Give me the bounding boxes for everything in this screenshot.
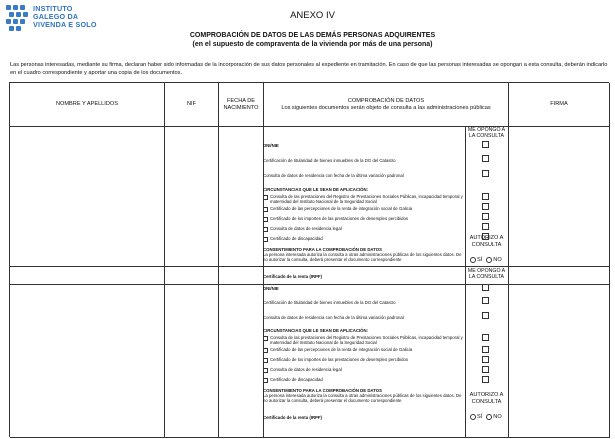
doc-dni-1: DNI/NIE [263, 143, 279, 148]
col-header-birth: FECHA DE NACIMIENTO [219, 83, 264, 127]
col-header-check: COMPROBACIÓN DE DATOS Los siguientes documentos serán objeto de consulta a las administraciones públicas [264, 83, 509, 127]
oppose-checkbox-disability-2[interactable] [482, 376, 489, 383]
doc-risga-1: Certificado de las percepciones de la renta de integración social de Galicia [263, 206, 463, 212]
oppose-checkbox-padron-2[interactable] [482, 312, 489, 319]
oppose-checkbox-catastro-1[interactable] [482, 155, 489, 162]
oppose-checkbox-legal-2[interactable] [482, 366, 489, 373]
oppose-checkbox-dni-2[interactable] [482, 284, 489, 291]
doc-legal-residence-2: Consulta de datos de residencia legal [263, 367, 463, 373]
doc-unemployment-2: Certificado de los importes de las prestaciones de desempleo percibidos [263, 357, 463, 363]
authorize-label-1: AUTORIZO A CONSULTA [469, 235, 504, 248]
doc-dni-2: DNI/NIE [263, 286, 279, 291]
row1-nif-cell[interactable] [165, 127, 219, 267]
risga-checkbox[interactable] [263, 207, 268, 212]
annex-label: ANEXO IV [290, 10, 335, 21]
row2-sign-cell[interactable] [509, 285, 610, 438]
benefits-checkbox[interactable] [263, 195, 268, 200]
oppose-checkbox-padron-1[interactable] [482, 170, 489, 177]
doc-catastro-1: Certificación de titularidad de bienes inmuebles de la DG del Catastro [263, 158, 396, 163]
authorize-radio-group-1: SÍ NO [470, 257, 510, 263]
doc-disability-1: Certificado de discapacidad [263, 236, 463, 242]
benefits-checkbox-2[interactable] [263, 336, 268, 341]
doc-benefits-1: Consulta de las prestaciones del Registro de Prestaciones Sociales Públicas, incapacidad temporal y maternidad del Instituto Nacional de la Seguridad Social [263, 194, 463, 204]
unemployment-checkbox[interactable] [263, 217, 268, 222]
circumstances-title-1: CIRCUNSTANCIAS QUE LE SEAN DE APLICACIÓN: [263, 187, 369, 192]
radio-no-2[interactable] [486, 414, 492, 420]
radio-no-1[interactable] [486, 257, 492, 263]
document-title: COMPROBACIÓN DE DATOS DE LAS DEMÁS PERSONAS ADQUIRENTES (en el supuesto de compraventa de la vivienda por más de una persona) [189, 32, 436, 48]
doc-unemployment-1: Certificado de los importes de las prestaciones de desempleo percibidos [263, 216, 463, 222]
disability-checkbox[interactable] [263, 237, 268, 242]
oppose-checkbox-benefits-2[interactable] [482, 334, 489, 341]
row1b-sign-cell[interactable] [509, 267, 610, 285]
row2-nif-cell[interactable] [165, 285, 219, 438]
risga-checkbox-2[interactable] [263, 348, 268, 353]
row1-sign-cell[interactable] [509, 127, 610, 267]
row1-birth-cell[interactable] [219, 127, 264, 267]
oppose-checkbox-legal-1[interactable] [482, 223, 489, 230]
oppose-checkbox-unemployment-2[interactable] [482, 356, 489, 363]
authorize-label-2: AUTORIZO A CONSULTA [469, 392, 504, 405]
row2-birth-cell[interactable] [219, 285, 264, 438]
col-header-nif: NIF [165, 83, 219, 127]
consent-title-1: CONSENTIMIENTO PARA LA COMPROBACIÓN DE DATOS [263, 247, 382, 252]
row1b-nif-cell[interactable] [165, 267, 219, 285]
radio-yes-1[interactable] [470, 257, 476, 263]
consent-text-2: La persona interesada autoriza la consulta a otras administraciones públicas de los siguientes datos. De no autorizar la consulta, deberá presentar el documento correspondiente [263, 393, 462, 404]
oppose-header-2: ME OPONGO A LA CONSULTA [467, 268, 506, 281]
row1b-birth-cell[interactable] [219, 267, 264, 285]
authorize-radio-group-2: SÍ NO [470, 414, 510, 420]
docs-list-2 [263, 286, 465, 426]
oppose-checkbox-risga-1[interactable] [482, 203, 489, 210]
doc-risga-2: Certificado de las percepciones de la renta de integración social de Galicia [263, 347, 463, 353]
doc-catastro-2: Certificación de titularidad de bienes inmuebles de la DG del Catastro [263, 300, 396, 305]
doc-padron-2: Consulta de datos de residencia con fecha de la última variación padronal [263, 315, 404, 320]
radio-yes-2[interactable] [470, 414, 476, 420]
legal-residence-checkbox-2[interactable] [263, 368, 268, 373]
oppose-checkbox-risga-2[interactable] [482, 346, 489, 353]
consent-title-2: CONSENTIMIENTO PARA LA COMPROBACIÓN DE DATOS [263, 388, 382, 393]
doc-benefits-2: Consulta de las prestaciones del Registro de Prestaciones Sociales Públicas, incapacidad temporal y maternidad del Instituto Nacional de la Seguridad Social [263, 335, 463, 345]
doc-irpf-2: Certificado de la renta (IRPF) [263, 415, 322, 420]
oppose-header-1: ME OPONGO A LA CONSULTA [467, 127, 506, 140]
row2-name-cell[interactable] [10, 285, 165, 438]
doc-padron-1: Consulta de datos de residencia con fecha de la última variación padronal [263, 173, 404, 178]
row1b-name-cell[interactable] [10, 267, 165, 285]
oppose-checkbox-dni-1[interactable] [482, 141, 489, 148]
circumstances-title-2: CIRCUNSTANCIAS QUE LE SEAN DE APLICACIÓN: [263, 328, 369, 333]
col-header-sign: FIRMA [509, 83, 610, 127]
consent-text-1: La persona interesada autoriza la consulta a otras administraciones públicas de los siguientes datos. De no autorizar la consulta, deberá presentar el documento correspondiente [263, 252, 462, 263]
oppose-checkbox-catastro-2[interactable] [482, 297, 489, 304]
docs-list-1 [263, 143, 465, 279]
row1-name-cell[interactable] [10, 127, 165, 267]
oppose-checkbox-benefits-1[interactable] [482, 193, 489, 200]
disability-checkbox-2[interactable] [263, 378, 268, 383]
doc-irpf-1: Certificado de la renta (IRPF) [263, 274, 322, 279]
doc-disability-2: Certificado de discapacidad [263, 377, 463, 383]
col-header-name: NOMBRE Y APELLIDOS [10, 83, 165, 127]
legal-residence-checkbox[interactable] [263, 227, 268, 232]
unemployment-checkbox-2[interactable] [263, 358, 268, 363]
oppose-checkbox-unemployment-1[interactable] [482, 213, 489, 220]
logo-text: INSTITUTO GALEGO DA VIVENDA E SOLO [33, 4, 97, 30]
intro-paragraph: Las personas interesadas, mediante su firma, declaran haber sido informadas de la incorporación de sus datos personales al expediente en tramitación. En caso de que las personas interesadas se opongan a esta consulta, deberán indicarlo en el cuadro correspondiente y aportar una copia de los documentos. [10, 62, 608, 76]
doc-legal-residence-1: Consulta de datos de residencia legal [263, 226, 463, 232]
